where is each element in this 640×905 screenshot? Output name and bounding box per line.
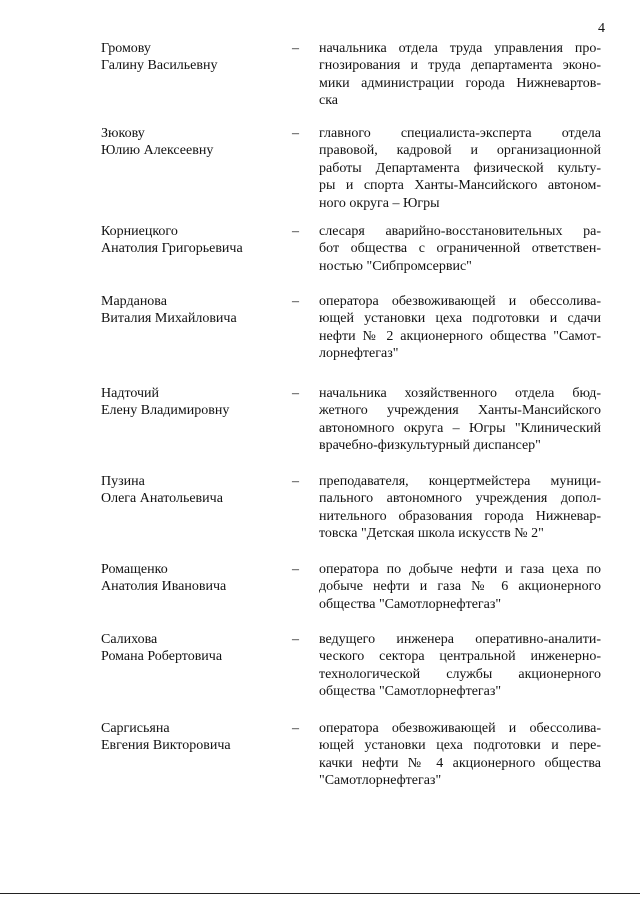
description-line: оператора обезвоживающей и обессолива- xyxy=(319,294,601,309)
description-line: ющей установки цеха подготовки и сдачи xyxy=(319,311,601,327)
description-line: бот общества с ограниченной ответствен- xyxy=(319,241,601,257)
description-line: общества "Самотлорнефтегаз" xyxy=(319,684,502,700)
separator-dash: – xyxy=(292,721,299,736)
surname: Корниецкого xyxy=(101,224,178,239)
description-line: ного округа – Югры xyxy=(319,195,440,211)
separator-dash: – xyxy=(292,126,299,141)
list-item xyxy=(0,40,640,125)
description-line: нефти № 2 акционерного общества "Самот- xyxy=(319,328,601,344)
description-line: ры и спорта Ханты-Мансийского автоном- xyxy=(319,178,601,194)
given-names: Анатолия Ивановича xyxy=(101,579,227,594)
given-names: Елену Владимировну xyxy=(101,403,230,418)
description-line: добыче нефти и газа № 6 акционерного xyxy=(319,579,601,595)
description-line: пального автономного учреждения допол- xyxy=(319,491,601,507)
given-names: Анатолия Григорьевича xyxy=(101,241,243,256)
surname: Саргисьяна xyxy=(101,721,170,736)
description-line: начальника хозяйственного отдела бюд- xyxy=(319,386,601,401)
person-name xyxy=(101,223,281,257)
description-line: правовой, кадровой и организационной xyxy=(319,143,601,159)
description-line: работы Департамента физической культу- xyxy=(319,160,601,176)
given-names: Романа Робертовича xyxy=(101,649,223,664)
position-description xyxy=(319,293,601,363)
given-names: Виталия Михайловича xyxy=(101,311,237,326)
separator-dash: – xyxy=(292,386,299,401)
description-line: технологической службы акционерного xyxy=(319,666,601,682)
list-item xyxy=(0,720,640,805)
surname: Надточий xyxy=(101,386,160,401)
given-names: Галину Васильевну xyxy=(101,58,218,73)
person-name xyxy=(101,561,281,595)
description-line: жетного учреждения Ханты-Мансийского xyxy=(319,403,601,419)
person-name xyxy=(101,385,281,419)
given-names: Евгения Викторовича xyxy=(101,738,231,753)
position-description xyxy=(319,125,601,212)
description-line: оператора по добыче нефти и газа цеха по xyxy=(319,562,601,577)
description-line: нительного образования города Нижневар- xyxy=(319,508,601,524)
description-line: гнозирования и труда департамента эконо- xyxy=(319,58,601,74)
separator-dash: – xyxy=(292,632,299,647)
separator-dash: – xyxy=(292,562,299,577)
list-item xyxy=(0,631,640,720)
list-item xyxy=(0,561,640,631)
surname: Ромащенко xyxy=(101,562,168,577)
position-description xyxy=(319,561,601,613)
description-line: мики администрации города Нижневартов- xyxy=(319,75,601,91)
person-name xyxy=(101,720,281,754)
description-line: слесаря аварийно-восстановительных ра- xyxy=(319,224,601,239)
position-description xyxy=(319,473,601,543)
description-line: оператора обезвоживающей и обессолива- xyxy=(319,721,601,736)
surname: Громову xyxy=(101,41,151,56)
person-name xyxy=(101,293,281,327)
separator-dash: – xyxy=(292,294,299,309)
footer-divider xyxy=(0,893,640,894)
person-name xyxy=(101,631,281,665)
description-line: начальника отдела труда управления про- xyxy=(319,41,601,56)
given-names: Олега Анатольевича xyxy=(101,491,223,506)
description-line: врачебно-физкультурный диспансер" xyxy=(319,438,541,454)
list-item xyxy=(0,223,640,293)
separator-dash: – xyxy=(292,224,299,239)
list-item xyxy=(0,385,640,473)
description-line: ющей установки цеха подготовки и пере- xyxy=(319,738,601,754)
position-description xyxy=(319,40,601,110)
description-line: "Самотлорнефтегаз" xyxy=(319,773,442,789)
person-name xyxy=(101,125,281,159)
person-name xyxy=(101,40,281,74)
list-item xyxy=(0,125,640,223)
surname: Марданова xyxy=(101,294,167,309)
surname: Салихова xyxy=(101,632,158,647)
surname: Зюкову xyxy=(101,126,145,141)
award-list xyxy=(0,40,640,805)
position-description xyxy=(319,223,601,275)
description-line: ностью "Сибпромсервис" xyxy=(319,258,472,274)
surname: Пузина xyxy=(101,474,145,489)
description-line: качки нефти № 4 акционерного общества xyxy=(319,755,601,771)
position-description xyxy=(319,631,601,701)
position-description xyxy=(319,720,601,790)
separator-dash: – xyxy=(292,474,299,489)
description-line: лорнефтегаз" xyxy=(319,346,399,362)
description-line: общества "Самотлорнефтегаз" xyxy=(319,596,502,612)
description-line: главного специалиста-эксперта отдела xyxy=(319,126,601,141)
separator-dash: – xyxy=(292,41,299,56)
list-item xyxy=(0,293,640,385)
description-line: преподавателя, концертмейстера муници- xyxy=(319,474,601,489)
person-name xyxy=(101,473,281,507)
description-line: ведущего инженера оперативно-аналити- xyxy=(319,632,601,647)
page-number: 4 xyxy=(598,21,605,36)
description-line: товска "Детская школа искусств № 2" xyxy=(319,526,544,542)
given-names: Юлию Алексеевну xyxy=(101,143,214,158)
list-item xyxy=(0,473,640,561)
description-line: ческого сектора центральной инженерно- xyxy=(319,649,601,665)
description-line: автономного округа – Югры "Клинический xyxy=(319,420,601,436)
description-line: ска xyxy=(319,93,339,109)
position-description xyxy=(319,385,601,455)
